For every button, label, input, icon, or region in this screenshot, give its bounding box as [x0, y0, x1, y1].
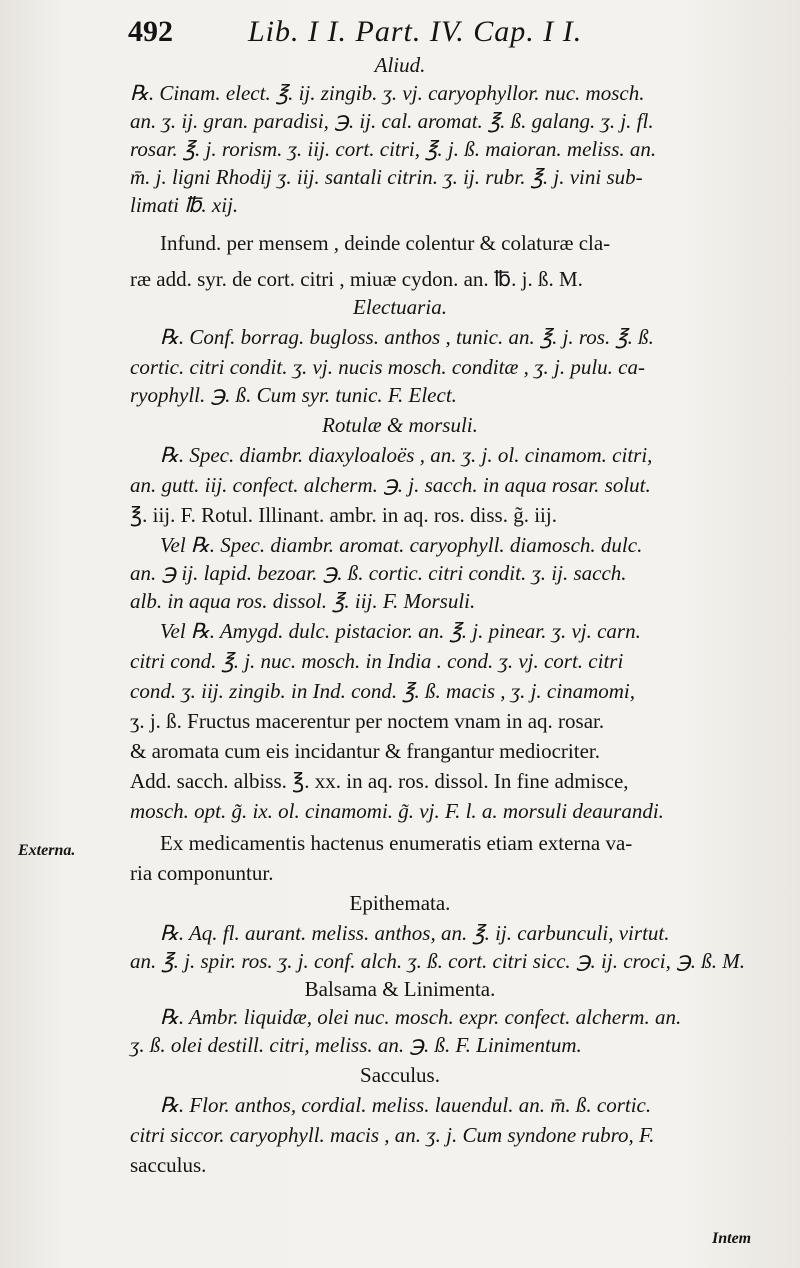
- text-line: [0, 796, 800, 826]
- text-line-content: an. ℥. j. spir. ros. ʒ. j. conf. alch. ʒ. ß. cort. citri sicc. ℈. ij. croci, ℈. ß. M.: [130, 949, 745, 973]
- text-line: [0, 888, 800, 918]
- text-line-content: cortic. citri condit. ʒ. vj. nucis mosch. conditæ , ʒ. j. pulu. ca-: [130, 355, 645, 379]
- text-line-content: Aliud.: [374, 53, 426, 77]
- text-line-content: cond. ʒ. iij. zingib. in Ind. cond. ℥. ß. macis , ʒ. j. cinamomi,: [130, 679, 635, 703]
- text-line-content: Ex medicamentis hactenus enumeratis etiam externa va-: [160, 831, 633, 855]
- text-line-content: citri siccor. caryophyll. macis , an. ʒ. j. Cum syndone rubro, F.: [130, 1123, 655, 1147]
- text-line: [0, 352, 800, 382]
- text-line-content: ryophyll. ℈. ß. Cum syr. tunic. F. Elect.: [130, 383, 457, 407]
- text-line: [0, 646, 800, 676]
- running-title: Lib. I I. Part. IV. Cap. I I.: [248, 15, 583, 48]
- text-line: [0, 50, 800, 80]
- text-line: [0, 858, 800, 888]
- text-line: [0, 974, 800, 1004]
- text-line: [0, 134, 800, 164]
- margin-note: Externa.: [18, 842, 76, 859]
- text-line-content: ℞. Spec. diambr. diaxyloaloës , an. ʒ. j. ol. cinamom. citri,: [160, 443, 653, 467]
- text-line-content: Balsama & Linimenta.: [304, 977, 496, 1001]
- text-line: [0, 1002, 800, 1032]
- text-line: [0, 676, 800, 706]
- text-line-content: mosch. opt. g̃. ix. ol. cinamomi. g̃. vj. F. l. a. morsuli deaurandi.: [130, 799, 664, 823]
- text-line: [0, 470, 800, 500]
- text-line: [0, 78, 800, 108]
- text-line: [0, 1120, 800, 1150]
- text-line: [0, 736, 800, 766]
- text-line-content: m̄. j. ligni Rhodij ʒ. iij. santali citrin. ʒ. ij. rubr. ℥. j. vini sub-: [130, 165, 643, 189]
- text-line-content: citri cond. ℥. j. nuc. mosch. in India . cond. ʒ. vj. cort. citri: [130, 649, 624, 673]
- text-line: [0, 410, 800, 440]
- text-line-content: Rotulæ & morsuli.: [322, 413, 478, 437]
- text-line-content: & aromata cum eis incidantur & frangantur mediocriter.: [130, 739, 600, 763]
- text-line-content: Add. sacch. albiss. ℥. xx. in aq. ros. dissol. In fine admisce,: [130, 769, 629, 793]
- text-line-content: sacculus.: [130, 1153, 207, 1177]
- text-line: [0, 616, 800, 646]
- text-line: [0, 1090, 800, 1120]
- text-line-content: ℞. Cinam. elect. ℥. ij. zingib. ʒ. vj. caryophyllor. nuc. mosch.: [130, 81, 645, 105]
- text-line-content: ʒ. ß. olei destill. citri, meliss. an. ℈. ß. F. Linimentum.: [130, 1033, 582, 1057]
- text-line-content: an. gutt. iij. confect. alcherm. ℈. j. sacch. in aqua rosar. solut.: [130, 473, 651, 497]
- text-line: [0, 380, 800, 410]
- text-line: [0, 828, 800, 858]
- text-line-content: ℞. Ambr. liquidæ, olei nuc. mosch. expr. confect. alcherm. an.: [160, 1005, 682, 1029]
- text-line-content: ℞. Aq. fl. aurant. meliss. anthos, an. ℥. ij. carbunculi, virtut.: [160, 921, 670, 945]
- text-line: [0, 706, 800, 736]
- text-line: [0, 530, 800, 560]
- text-line-content: Electuaria.: [353, 295, 447, 319]
- text-line: [0, 946, 800, 976]
- text-line: [0, 586, 800, 616]
- text-line-content: ℞. Flor. anthos, cordial. meliss. lauendul. an. m̄. ß. cortic.: [160, 1093, 652, 1117]
- text-line-content: ʒ. j. ß. Fructus macerentur per noctem vnam in aq. rosar.: [130, 709, 605, 733]
- text-line: [0, 106, 800, 136]
- text-line: [0, 558, 800, 588]
- page-number: 492: [128, 15, 173, 48]
- text-line: [0, 1060, 800, 1090]
- text-line: [0, 322, 800, 352]
- text-line: [0, 1150, 800, 1180]
- text-line: [0, 162, 800, 192]
- page-header: [120, 14, 760, 50]
- text-line-content: Vel ℞. Amygd. dulc. pistacior. an. ℥. j. pinear. ʒ. vj. carn.: [160, 619, 641, 643]
- text-line-content: ria componuntur.: [130, 861, 274, 885]
- text-line-content: ℞. Conf. borrag. bugloss. anthos , tunic. an. ℥. j. ros. ℥. ß.: [160, 325, 654, 349]
- text-line-content: ℥. iij. F. Rotul. Illinant. ambr. in aq. ros. diss. g̃. iij.: [130, 503, 557, 527]
- text-line-content: Vel ℞. Spec. diambr. aromat. caryophyll. diamosch. dulc.: [160, 533, 643, 557]
- text-line-content: an. ℈ ij. lapid. bezoar. ℈. ß. cortic. citri condit. ʒ. ij. sacch.: [130, 561, 627, 585]
- text-line-content: alb. in aqua ros. dissol. ℥. iij. F. Morsuli.: [130, 589, 476, 613]
- text-line: [0, 292, 800, 322]
- text-line: [0, 228, 800, 258]
- text-line: [0, 440, 800, 470]
- catchword: Intem: [712, 1230, 752, 1247]
- text-line: [0, 500, 800, 530]
- text-line: [0, 264, 800, 294]
- text-line-content: rosar. ℥. j. rorism. ʒ. iij. cort. citri, ℥. j. ß. maioran. meliss. an.: [130, 137, 657, 161]
- text-line-content: Sacculus.: [360, 1063, 440, 1087]
- text-line-content: limati ℔. xij.: [130, 193, 239, 217]
- text-line: [0, 1030, 800, 1060]
- text-line-content: Infund. per mensem , deinde colentur & colaturæ cla-: [160, 231, 611, 255]
- text-line: [0, 190, 800, 220]
- text-line: [0, 918, 800, 948]
- text-line: [0, 766, 800, 796]
- text-line-content: Epithemata.: [349, 891, 451, 915]
- text-line-content: ræ add. syr. de cort. citri , miuæ cydon. an. ℔. j. ß. M.: [130, 267, 583, 291]
- text-line-content: an. ʒ. ij. gran. paradisi, ℈. ij. cal. aromat. ℥. ß. galang. ʒ. j. fl.: [130, 109, 654, 133]
